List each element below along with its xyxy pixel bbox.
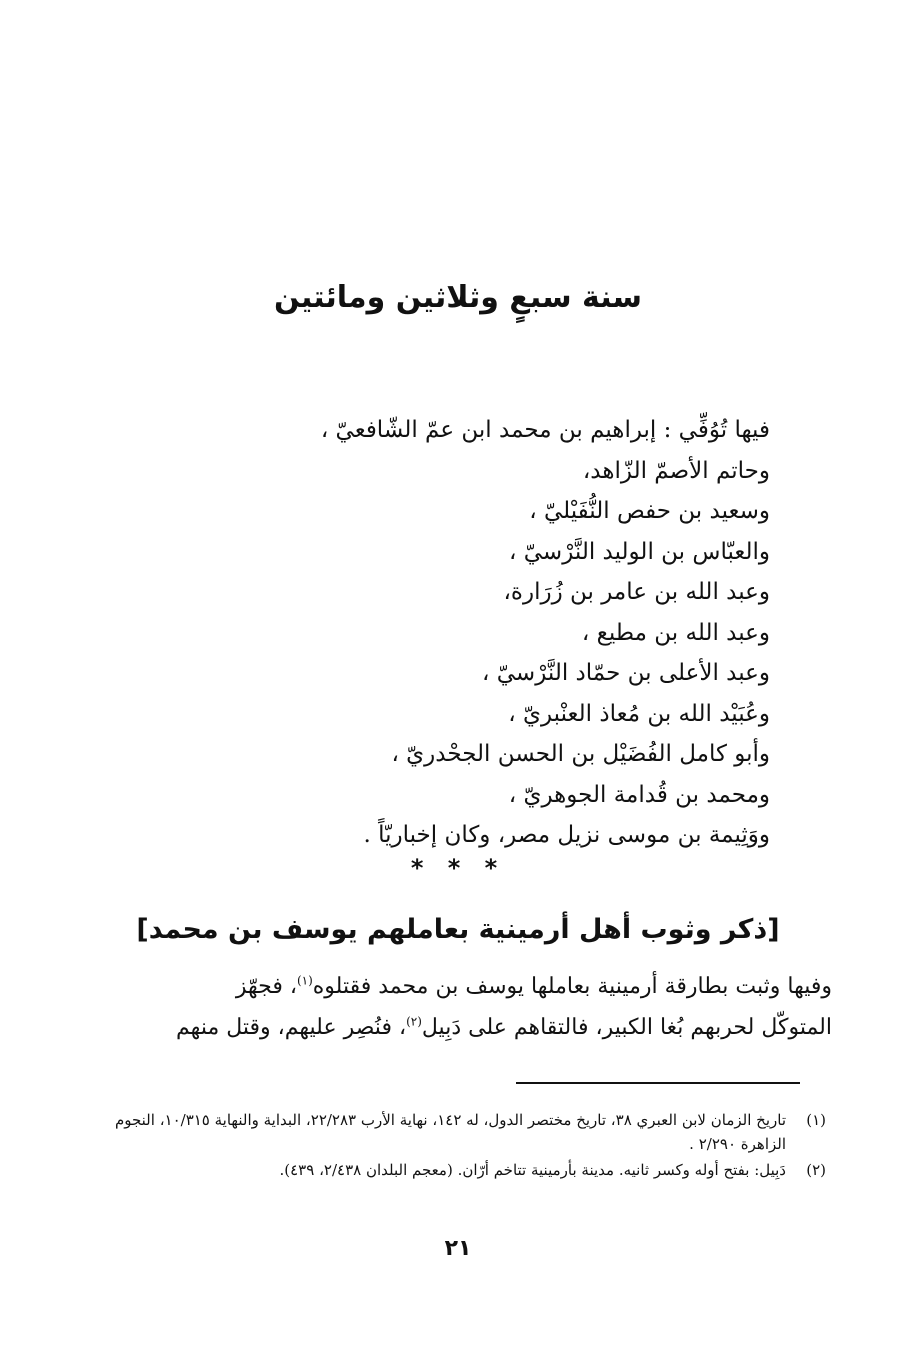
body-line bbox=[80, 966, 832, 1007]
body-line bbox=[80, 1007, 832, 1048]
list-item: وعبد الله بن عامر بن زُرَارة، bbox=[503, 579, 770, 605]
footnote-reference[interactable]: (١) bbox=[296, 973, 313, 988]
list-item: وسعيد بن حفص النُّفَيْليّ ، bbox=[529, 498, 770, 524]
body-paragraph bbox=[80, 966, 832, 1048]
section-heading: [ذكر وثوب أهل أرمينية بعاملهم يوسف بن محمد] bbox=[136, 914, 780, 945]
footnote bbox=[86, 1108, 826, 1156]
death-list bbox=[250, 410, 770, 856]
body-text: وفيها وثبت بطارقة أرمينية بعاملها يوسف بن محمد فقتلوه bbox=[312, 974, 832, 999]
list-item: وعبد الله بن مطيع ، bbox=[581, 619, 770, 646]
list-item: وعُبَيْد الله بن مُعاذ العنْبريّ ، bbox=[508, 700, 770, 727]
section-separator: * * * bbox=[410, 854, 506, 882]
list-item: وحاتم الأصمّ الزّاهد، bbox=[582, 457, 770, 484]
chapter-title: سنة سبعٍ وثلاثين ومائتين bbox=[274, 280, 642, 315]
footnote-marker: (١) bbox=[806, 1111, 826, 1129]
list-item: وأبو كامل الفُضَيْل بن الحسن الجحْدريّ ، bbox=[391, 741, 770, 767]
body-text: ، فجهّز bbox=[235, 974, 297, 999]
footnote-marker: (٢) bbox=[806, 1161, 826, 1179]
footnote-text: دَبِيل: بفتح أوله وكسر ثانيه. مدينة بأرمينية تتاخم أرّان. (معجم البلدان ٢/٤٣٨، ٤٣٩). bbox=[279, 1161, 786, 1179]
footnote-divider bbox=[516, 1082, 800, 1084]
list-item: وعبد الأعلى بن حمّاد النَّرْسيّ ، bbox=[482, 660, 770, 686]
list-item: ووَثِيمة بن موسى نزيل مصر، وكان إخباريّاً . bbox=[363, 822, 770, 848]
footnote-text: تاريخ الزمان لابن العبري ٣٨، تاريخ مختصر الدول، له ١٤٢، نهاية الأرب ٢٢/٢٨٣، البداية والنهاية ١٠/٣١٥، النجوم الزاهرة ٢/٢٩٠ . bbox=[114, 1111, 786, 1153]
page-number: ٢١ bbox=[444, 1236, 472, 1261]
list-item: فيها تُوُفِّي : إبراهيم بن محمد ابن عمّ الشّافعيّ ، bbox=[320, 417, 770, 443]
list-item: والعبّاس بن الوليد النَّرْسيّ ، bbox=[509, 538, 770, 565]
list-item: ومحمد بن قُدامة الجوهريّ ، bbox=[508, 781, 770, 808]
footnote bbox=[86, 1158, 826, 1182]
body-text: ، فنُصِر عليهم، وقتل منهم bbox=[176, 1015, 407, 1040]
footnote-reference[interactable]: (٢) bbox=[406, 1014, 422, 1029]
footnotes bbox=[86, 1108, 826, 1184]
body-text: المتوكّل لحربهم بُغا الكبير، فالتقاهم على دَبِيل bbox=[421, 1015, 832, 1040]
